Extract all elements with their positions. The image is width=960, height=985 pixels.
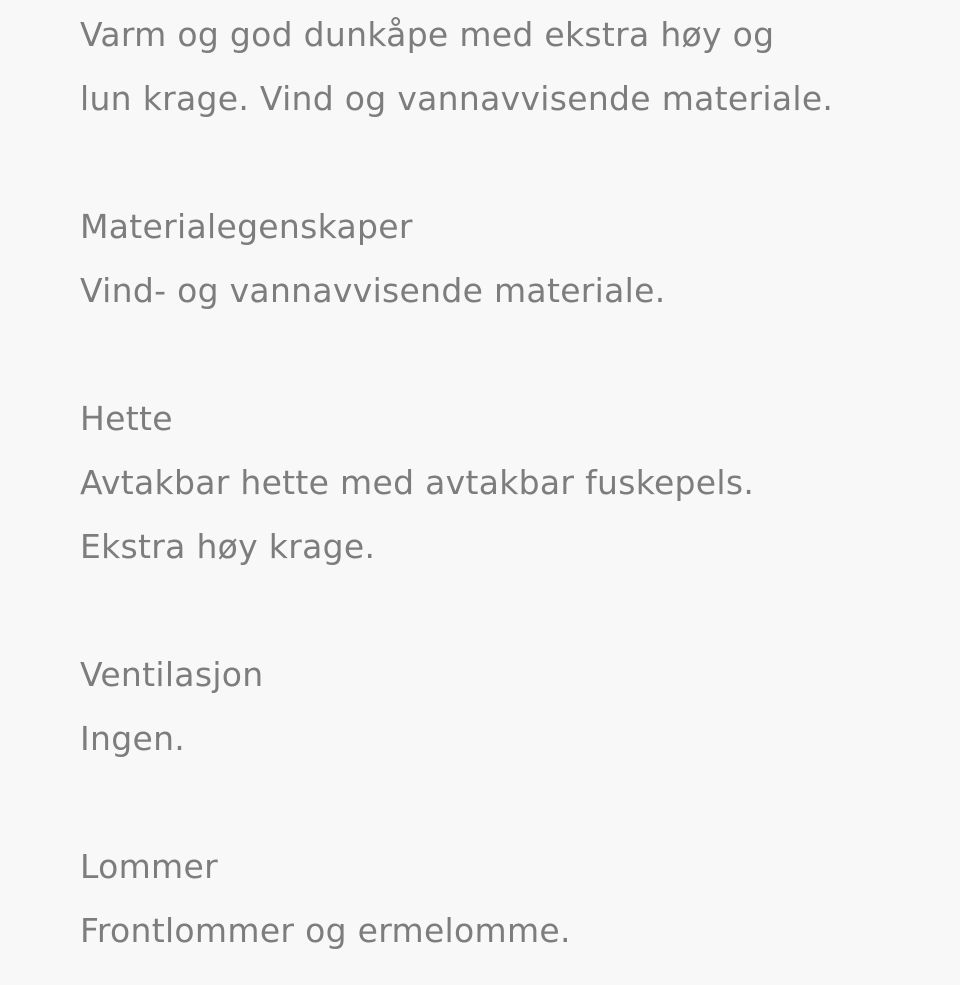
spacer [80, 131, 940, 195]
spacer [80, 771, 940, 835]
section-text-ventilation: Ingen. [80, 719, 186, 758]
intro-line: Varm og god dunkåpe med ekstra høy og [80, 15, 775, 54]
section-heading-hood: Hette [80, 399, 173, 438]
intro-line: lun krage. Vind og vannavvisende materiale. [80, 79, 834, 118]
section-text-material: Vind- og vannavvisende materiale. [80, 271, 666, 310]
spacer [80, 579, 940, 643]
section-heading-material: Materialegenskaper [80, 207, 413, 246]
section-text-hood: Ekstra høy krage. [80, 527, 376, 566]
product-description [80, 3, 940, 963]
spacer [80, 323, 940, 387]
section-text-pockets: Frontlommer og ermelomme. [80, 911, 571, 950]
section-text-hood: Avtakbar hette med avtakbar fuskepels. [80, 463, 755, 502]
section-heading-ventilation: Ventilasjon [80, 655, 264, 694]
section-heading-pockets: Lommer [80, 847, 218, 886]
